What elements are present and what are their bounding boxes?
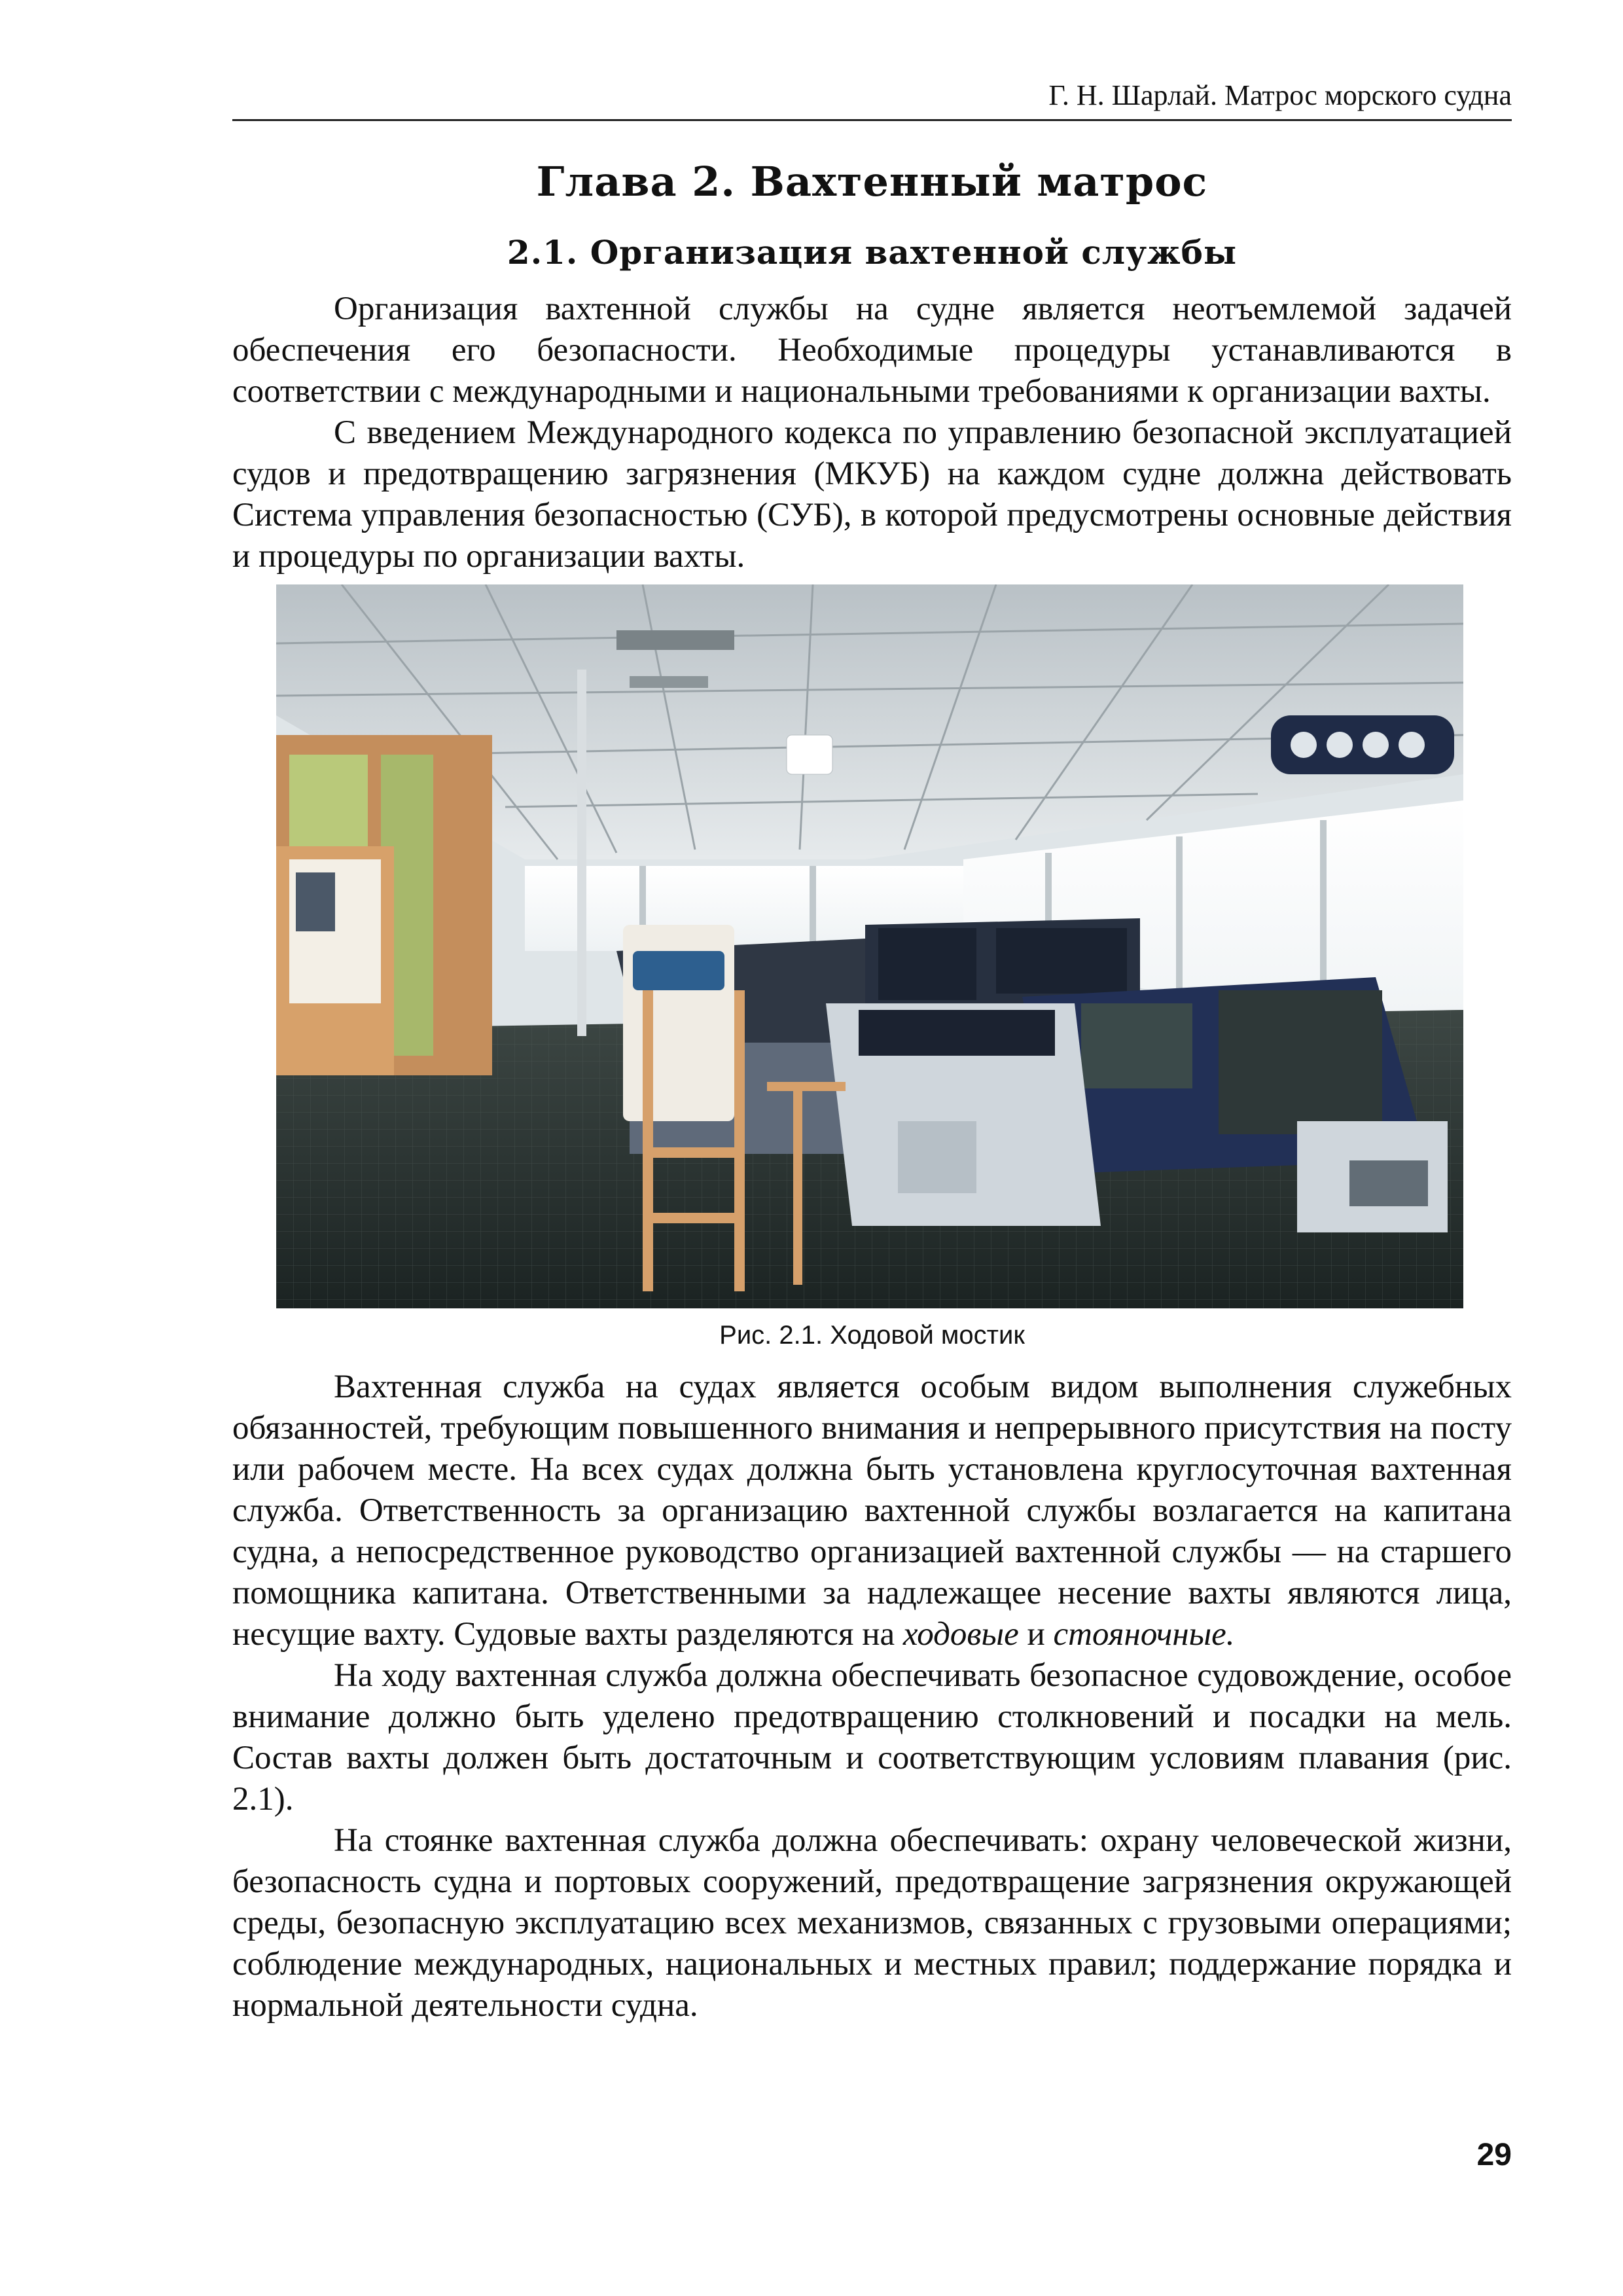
paragraph-intro-2: С введением Международного кодекса по управлению безопасной эксплуатацией судов и предотвращению загрязнения (МКУБ) на каждом судне должна действовать Система управления безопасностью (СУБ), в которой предусмотрены основные действия и процедуры по организации вахты.	[232, 414, 1512, 575]
paragraph-watch-service	[232, 1367, 1512, 1655]
paragraph-intro-1: Организация вахтенной службы на судне является неотъемлемой задачей обеспечения его безопасности. Необходимые процедуры устанавливаются в соответствии с международными и национальными требованиями к организации вахты.	[232, 291, 1512, 410]
running-head-title: Г. Н. Шарлай. Матрос морского судна	[1048, 79, 1512, 111]
figure-caption: Рис. 2.1. Ходовой мостик	[719, 1321, 1025, 1350]
page-number: 29	[1476, 2138, 1512, 2172]
term-conjunction: и	[1027, 1616, 1045, 1653]
bridge-photo	[276, 584, 1463, 1308]
running-head	[232, 79, 1512, 121]
bridge-illustration	[276, 584, 1463, 1308]
intro-text	[232, 289, 1512, 577]
section-title: 2.1. Организация вахтенной службы	[507, 233, 1238, 272]
main-text	[232, 1367, 1512, 2026]
chapter-title: Глава 2. Вахтенный матрос	[536, 158, 1208, 206]
term-underway: ходовые	[902, 1616, 1019, 1653]
watch-service-text: Вахтенная служба на судах является особым видом выполнения служебных обязанностей, требующим повышенного внимания и непрерывного присутствия на посту или рабочем месте. На всех судах должна быть установлена круглосуточная вахтенная служба. Ответственность за организацию вахтенной службы возлагается на капитана судна, а непосредственное руководство организацией вахтенной службы — на старшего помощника капитана. Ответственными за надлежащее несение вахты являются лица, несущие вахту. Судовые вахты разделяются на	[232, 1369, 1512, 1653]
term-anchor: стояночные.	[1053, 1616, 1235, 1653]
paragraph-anchor: На стоянке вахтенная служба должна обеспечивать: охрану человеческой жизни, безопасность судна и портовых сооружений, предотвращение загрязнения окружающей среды, безопасную эксплуатацию всех механизмов, связанных с грузовыми операциями; соблюдение международных, национальных и местных правил; поддержание порядка и нормальной деятельности судна.	[232, 1822, 1512, 2024]
paragraph-underway: На ходу вахтенная служба должна обеспечивать безопасное судовождение, особое внимание должно быть уделено предотвращению столкновений и посадки на мель. Состав вахты должен быть достаточным и соответствующим условиям плавания (рис. 2.1).	[232, 1657, 1512, 1818]
